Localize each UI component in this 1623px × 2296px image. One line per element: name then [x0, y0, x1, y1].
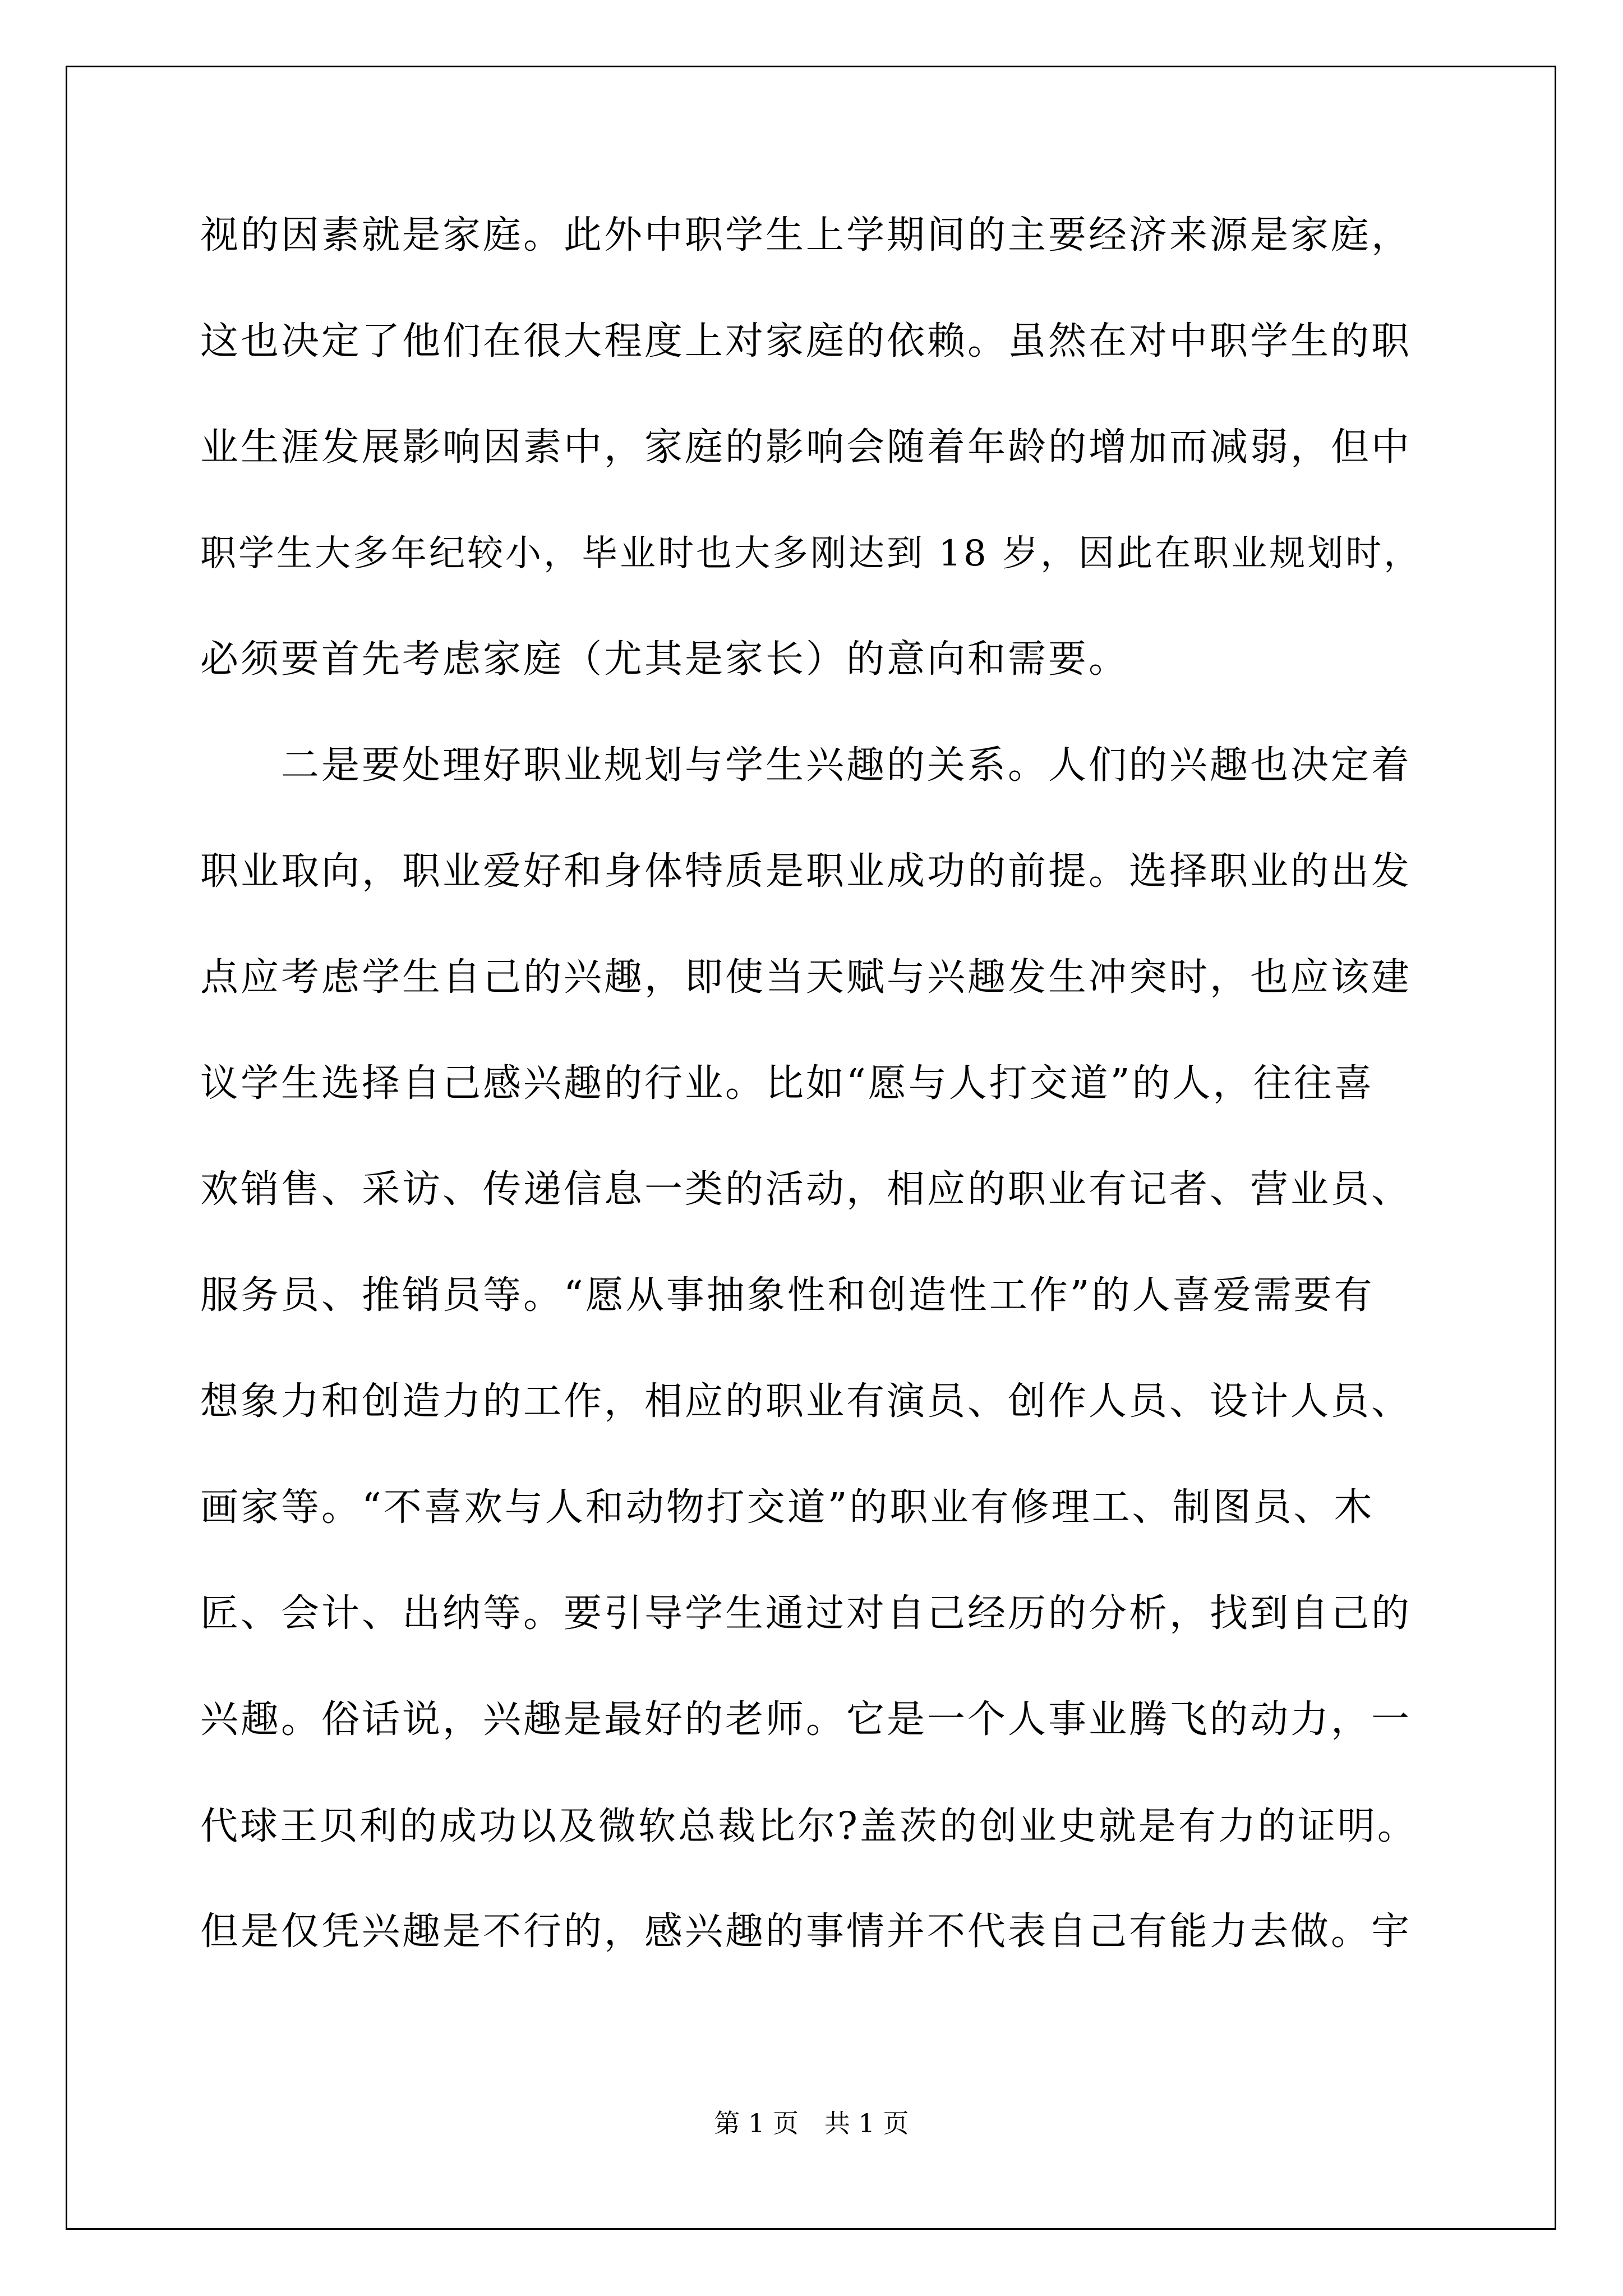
text-line: 想象力和创造力的工作，相应的职业有演员、创作人员、设计人员、 [200, 1379, 1412, 1424]
text-line: 这也决定了他们在很大程度上对家庭的依赖。虽然在对中职学生的职 [200, 319, 1412, 364]
text-line: 视的因素就是家庭。此外中职学生上学期间的主要经济来源是家庭， [200, 213, 1412, 257]
text-line: 业生涯发展影响因素中，家庭的影响会随着年龄的增加而减弱，但中 [200, 425, 1412, 470]
text-line: 职学生大多年纪较小，毕业时也大多刚达到 18 岁，因此在职业规划时， [200, 533, 1422, 574]
text-line: 欢销售、采访、传递信息一类的活动，相应的职业有记者、营业员、 [200, 1167, 1412, 1212]
text-line: 必须要首先考虑家庭（尤其是家长）的意向和需要。 [200, 637, 1129, 682]
text-line: 二是要处理好职业规划与学生兴趣的关系。人们的兴趣也决定着 [200, 743, 1412, 788]
text-line: 画家等。“不喜欢与人和动物打交道”的职业有修理工、制图员、木 [200, 1485, 1375, 1530]
page-footer: 第 1 页 共 1 页 [714, 2108, 909, 2138]
text-line: 匠、会计、出纳等。要引导学生通过对自己经历的分析，找到自己的 [200, 1591, 1412, 1636]
text-line: 代球王贝利的成功以及微软总裁比尔?盖茨的创业史就是有力的证明。 [200, 1804, 1417, 1848]
text-line: 点应考虑学生自己的兴趣，即使当天赋与兴趣发生冲突时，也应该建 [200, 955, 1412, 1000]
text-line: 兴趣。俗话说，兴趣是最好的老师。它是一个人事业腾飞的动力，一 [200, 1697, 1412, 1742]
text-line: 议学生选择自己感兴趣的行业。比如“愿与人打交道”的人，往往喜 [200, 1061, 1375, 1106]
text-line: 职业取向，职业爱好和身体特质是职业成功的前提。选择职业的出发 [200, 849, 1412, 894]
text-line: 服务员、推销员等。“愿从事抽象性和创造性工作”的人喜爱需要有 [200, 1273, 1375, 1318]
text-line: 但是仅凭兴趣是不行的，感兴趣的事情并不代表自己有能力去做。宇 [200, 1910, 1412, 1954]
